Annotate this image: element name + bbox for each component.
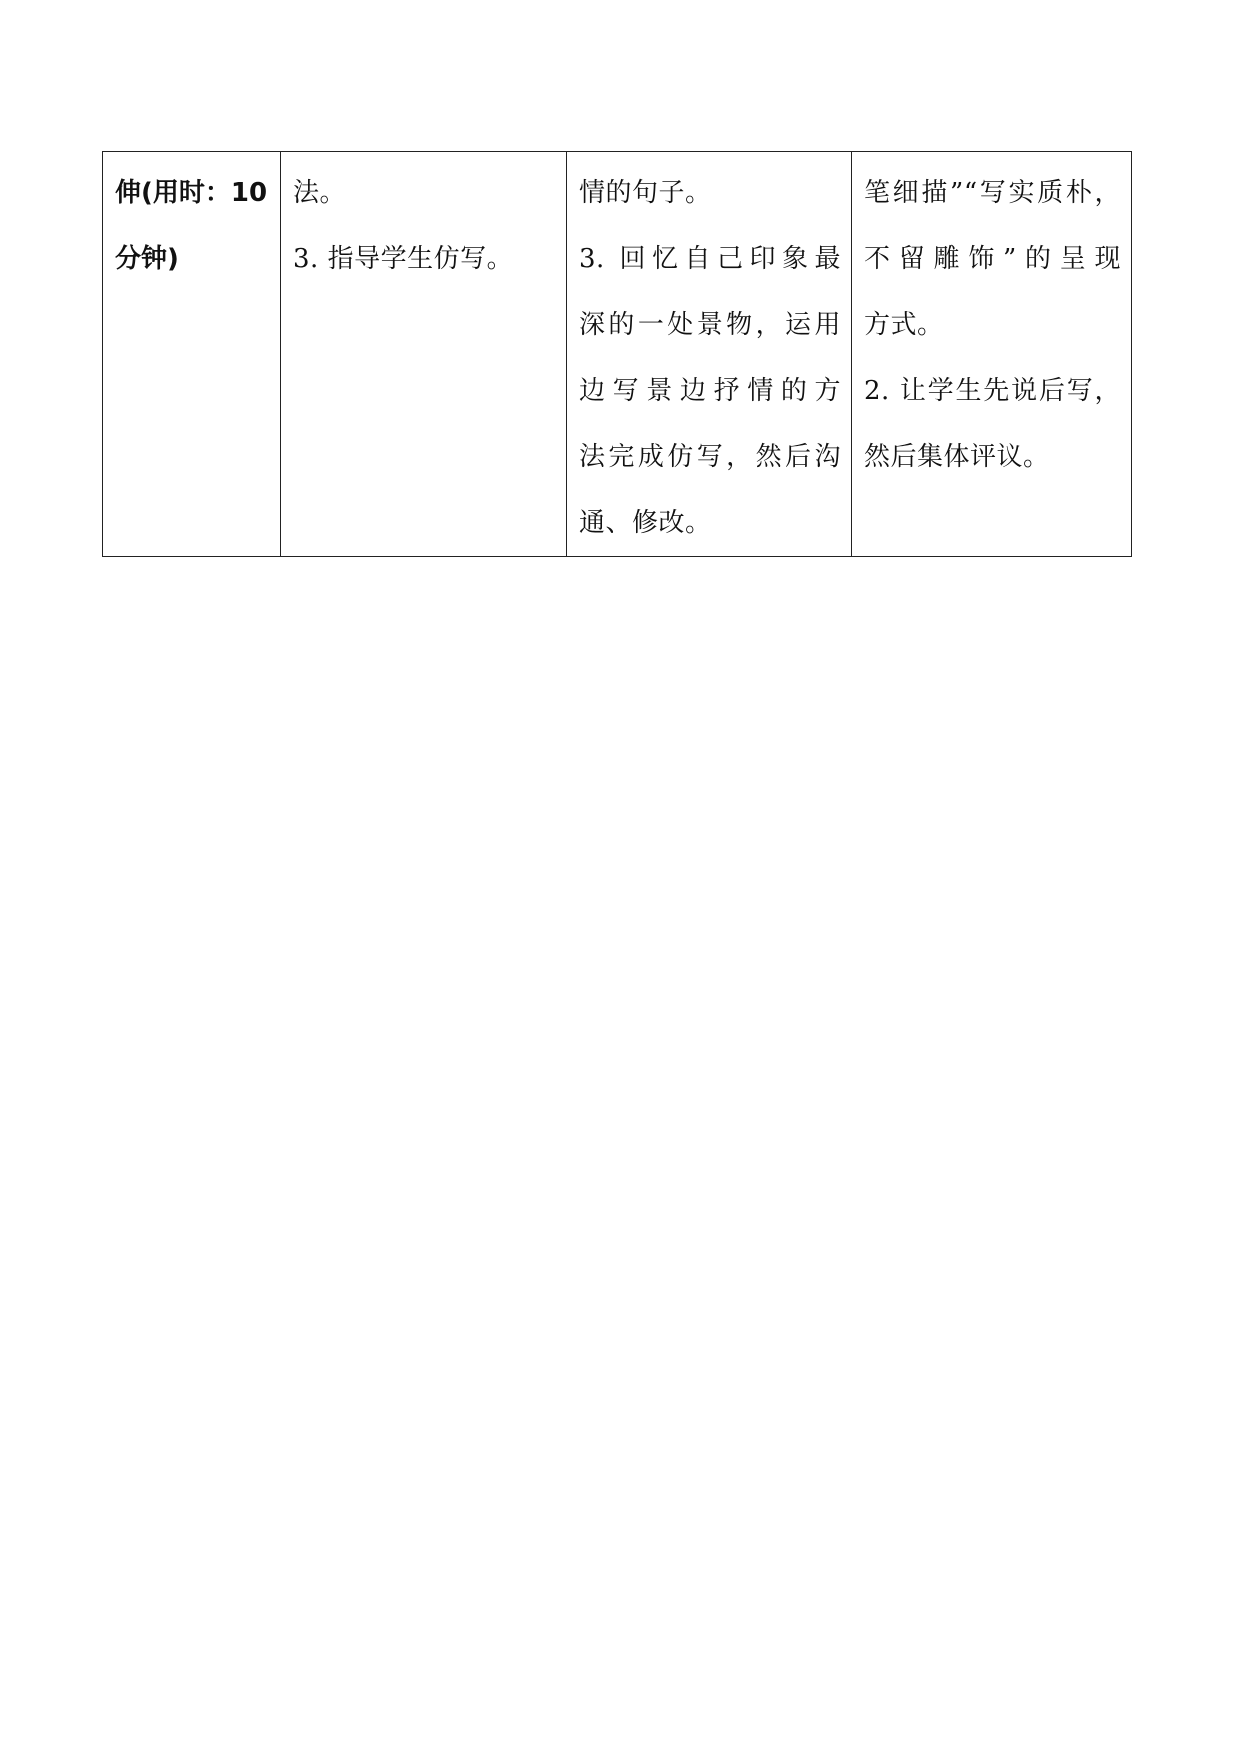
intent-line: 方式。: [864, 310, 944, 340]
teacher-line: 法。: [293, 178, 347, 208]
lesson-plan-table: [102, 151, 1132, 557]
intent-line: 然后集体评议。: [864, 442, 1050, 472]
student-line: 情的句子。: [579, 178, 712, 208]
stage-line: 分钟): [115, 244, 179, 274]
intent-line: 不留雕饰”的呈现: [864, 244, 1121, 274]
teacher-activity-cell: [281, 152, 567, 557]
design-intent-cell: [852, 152, 1132, 557]
student-line: 法完成仿写，然后沟: [579, 442, 841, 472]
intent-line: 2. 让学生先说后写，: [864, 376, 1121, 406]
student-activity-cell: [567, 152, 852, 557]
stage-cell: [103, 152, 281, 557]
student-line: 3. 回忆自己印象最: [579, 244, 841, 274]
stage-line: 伸(用时：10: [115, 178, 268, 208]
intent-line: 笔细描”“写实质朴，: [864, 178, 1121, 208]
teacher-line: 3. 指导学生仿写。: [293, 244, 514, 274]
student-line: 边写景边抒情的方: [579, 376, 841, 406]
student-line: 深的一处景物，运用: [579, 310, 841, 340]
table-row: [103, 152, 1132, 557]
student-line: 通、修改。: [579, 508, 712, 538]
